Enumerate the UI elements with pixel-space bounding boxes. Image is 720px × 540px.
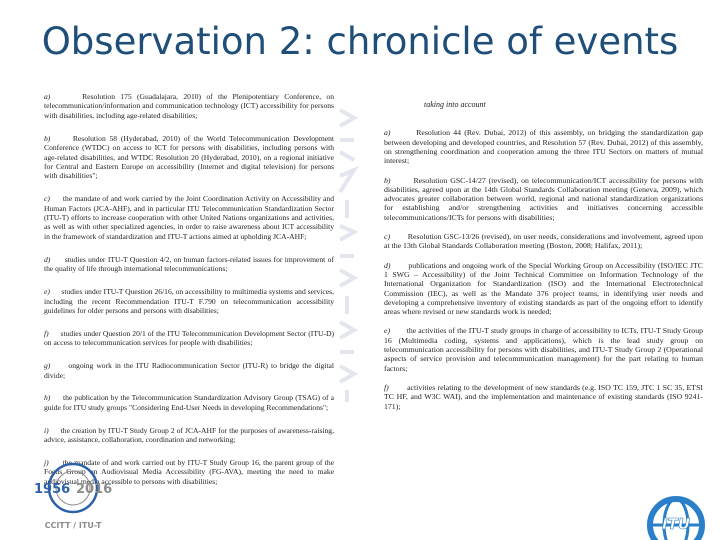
itu-logo (640, 495, 712, 540)
item-label: c) (384, 232, 391, 242)
anniversary-logo (28, 462, 118, 532)
item-label: e) (384, 326, 391, 336)
paragraph (44, 361, 334, 380)
item-text: studies under ITU-T Question 4/2, on human factors-related issues for improvement of the quality of life through international telecommunications; (44, 254, 335, 274)
paragraph (384, 261, 703, 317)
paragraph (44, 393, 334, 412)
item-text: Resolution GSC-14/27 (revised), on telecommunication/ICT accessibility for persons with disabilities, agreed upon at the 14th Global Standards Collaboration meeting (Geneva, 2009), which advocates greater collaboration between world, regional and national standardization organizations for establishing and/or strengthening activities and initiatives concerning accessible telecommunications/ICTs for persons with disabilities; (384, 175, 704, 222)
paragraph (384, 232, 703, 251)
slide-title: Observation 2: chronicle of events (41, 20, 679, 63)
item-label: d) (384, 260, 391, 270)
item-text: the creation by ITU-T Study Group 2 of JCA-AHF for the purposes of awareness-raising, advice, assistance, collaboration, coordination and networking; (44, 425, 334, 445)
anniversary-end-year: 2016 (76, 482, 113, 497)
paragraph (384, 326, 703, 372)
right-column (384, 92, 703, 462)
item-text: the activities of the ITU-T study groups in charge of accessibility to ICTs, ITU-T Study Group 16 (Multimedia coding, systems and applications), which is the lead study group on telecommunication accessibility for persons with disabilities, and ITU-T Study Group 2 (Operational aspects of service provision and telecommunication management) for the part relating to human factors; (384, 326, 703, 373)
item-text: Resolution 175 (Guadalajara, 2010) of the Plenipotentiary Conference, on telecommunication/information and communication technology (ICT) accessibility for persons with disabilities, including age-related disabilities; (44, 92, 335, 120)
item-text: Resolution 58 (Hyderabad, 2010) of the World Telecommunication Development Conference (WTDC) on access to ICT for persons with disabilities, including persons with age-related disabilities, and WTDC Resolution 20 (Hyderabad, 2010), on a regional initiative for Central and Eastern Europe on accessibility (Internet and digital television) for persons with disabilities"; (44, 133, 335, 181)
paragraph (44, 255, 334, 274)
item-label: j) (44, 458, 49, 468)
item-label: b) (44, 133, 51, 143)
item-label: h) (44, 393, 51, 403)
item-text: Resolution 44 (Rev. Dubai, 2012) of this assembly, on bridging the standardization gap between developing and developed countries, and Resolution 57 (Rev. Dubai, 2012) of this assembly, on strengthening coordination and cooperation among the three ITU Sectors on matters of mutual interest; (384, 128, 704, 166)
item-label: g) (44, 361, 51, 371)
item-text: Resolution GSC-13/26 (revised), on user needs, considerations and involvement, agreed upon at the 13th Global Standards Collaboration meeting (Boston, 2008; Halifax, 2011); (384, 232, 704, 251)
item-text: the publication by the Telecommunication Standardization Advisory Group (TSAG) of a guide for ITU study groups "Considering End-User Needs in developing Recommendations"; (44, 393, 335, 412)
item-label: d) (44, 254, 51, 264)
paragraph (44, 134, 334, 181)
item-label: b) (384, 175, 391, 185)
watermark-graphic (332, 100, 362, 405)
item-label: a) (44, 92, 51, 101)
paragraph (384, 176, 703, 222)
paragraph (44, 329, 334, 348)
paragraph (384, 128, 703, 165)
paragraph (44, 287, 334, 315)
item-label: f) (384, 382, 389, 392)
itu-logo-text: ITU (662, 515, 690, 533)
item-text: studies under ITU-T Question 26/16, on accessibility to multimedia systems and services, including the recent Recommendation ITU-T F.790 on telecommunication accessibility guidelines for older persons and persons with disabilities; (44, 287, 335, 315)
anniversary-start-year: 1956 (34, 482, 71, 497)
anniversary-caption: CCITT / ITU-T (44, 521, 102, 530)
item-label: e) (44, 287, 50, 297)
section-intro: taking into account (424, 100, 486, 109)
item-text: ongoing work in the ITU Radiocommunication Sector (ITU-R) to bridge the digital divide; (44, 361, 334, 380)
paragraph (44, 426, 334, 445)
item-text: activities relating to the development of new standards (e.g. ISO TC 159, JTC 1 SC 35, ETSI TC HF, and W3C WAI), and the implementation and maintenance of existing standards (ISO 9241-171); (384, 382, 704, 411)
paragraph (384, 383, 703, 411)
item-label: i) (44, 425, 49, 435)
item-text: studies under Question 20/1 of the ITU Telecommunication Development Sector (ITU-D) on access to telecommunication services for people with disabilities; (44, 328, 334, 348)
left-column (44, 92, 335, 486)
item-text: the mandate of and work carried out by ITU-T Study Group 16, the parent group of the Focus Group on Audiovisual Media Accessibility (FG-AVA), meeting the need to make audiovisual media accessible to persons with disabilities; (44, 458, 334, 486)
item-label: a) (384, 128, 391, 138)
paragraph (44, 92, 334, 120)
item-label: c) (44, 194, 50, 204)
item-text: the mandate of and work carried by the Joint Coordination Activity on Accessibility and Human Factors (JCA-AHF), and in particular ITU Telecommunication Standardization Sector (ITU-T) efforts to increase cooperation with other United Nations organizations and activities, as well as with other specialized agencies, in order to raise awareness about ICT accessibility in the framework of standardization and ITU-T actions aimed at upholding JCA-AHF; (44, 194, 335, 241)
item-label: f) (44, 328, 49, 338)
paragraph (44, 194, 334, 241)
item-text: publications and ongoing work of the Special Working Group on Accessibility (ISO/IEC JTC 1 SWG – Accessibility) of the Joint Technical Committee on Information Technology of the International Organization for Standardization (ISO) and the International Electrotechnical Commission (IEC), as well as the Mandate 376 project teams, in identifying user needs and developing a comprehensive inventory of existing standards as part of the ongoing effort to identify areas where revised or new standards work is needed; (384, 260, 703, 317)
